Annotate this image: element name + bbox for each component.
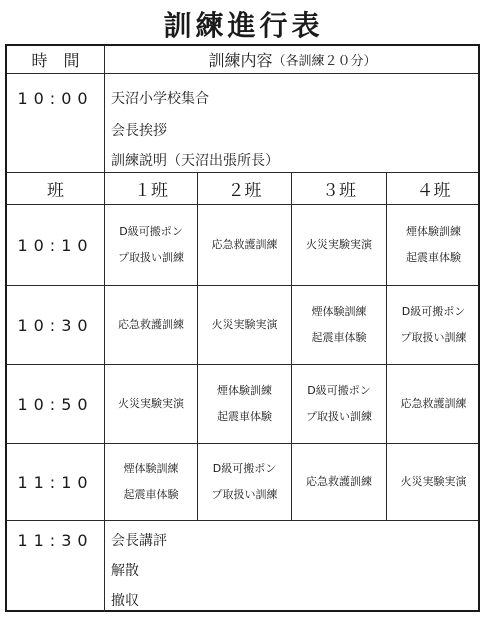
activity-line: 応急救護訓練 (118, 318, 184, 331)
closing-time: 11:30 (17, 530, 94, 550)
activity-line: 起震車体験 (123, 488, 179, 501)
closing-item-3: 撤収 (111, 593, 139, 609)
activity-line: 煙体験訓練 (406, 225, 461, 238)
divider (7, 172, 478, 173)
group-column-header: 班 (47, 181, 64, 201)
activity-line: 煙体験訓練 (217, 384, 272, 397)
activity-line: D級可搬ポン (119, 225, 183, 238)
activity-line: 応急救護訓練 (211, 238, 278, 251)
group-header-2: ２班 (227, 181, 262, 201)
opening-item-3: 訓練説明（天沼出張所長） (111, 153, 279, 169)
slot-time-1: 10:10 (17, 235, 94, 255)
activity-cell (387, 205, 480, 285)
schedule-table (5, 44, 480, 612)
activity-cell (105, 365, 197, 443)
activity-line: 煙体験訓練 (311, 305, 367, 318)
activity-line: 火災実験実演 (211, 318, 278, 331)
opening-item-2: 会長挨拶 (111, 123, 167, 139)
group-header-4: ４班 (416, 181, 451, 201)
opening-item-1: 天沼小学校集合 (111, 91, 209, 107)
slot-time-2: 10:30 (17, 315, 94, 335)
activity-cell (292, 286, 386, 364)
closing-item-2: 解散 (111, 563, 139, 579)
activity-line: 火災実験実演 (306, 238, 372, 251)
slot-time-4: 11:10 (17, 472, 94, 492)
activity-line: 応急救護訓練 (400, 397, 467, 410)
activity-line: 火災実験実演 (118, 397, 184, 410)
activity-line: D級可搬ポン (212, 462, 277, 475)
content-column-header (105, 46, 480, 73)
activity-cell (387, 444, 480, 520)
activity-line: プ取扱い訓練 (400, 331, 467, 344)
divider (291, 172, 292, 520)
group-header-3: ３班 (322, 181, 356, 201)
activity-line: 応急救護訓練 (306, 475, 372, 488)
activity-line: 起震車体験 (406, 251, 461, 264)
divider (386, 172, 387, 520)
activity-cell (105, 444, 197, 520)
activity-cell (387, 365, 480, 443)
activity-line: D級可搬ポン (307, 384, 371, 397)
divider (7, 204, 478, 205)
activity-cell (198, 286, 291, 364)
activity-cell (387, 286, 480, 364)
activity-line: 起震車体験 (217, 410, 272, 423)
activity-cell (292, 365, 386, 443)
group-header-1: １班 (134, 181, 168, 201)
activity-line: プ取扱い訓練 (211, 488, 278, 501)
content-header-label: 訓練内容 (208, 51, 273, 70)
activity-cell (292, 444, 386, 520)
activity-line: プ取扱い訓練 (306, 410, 372, 423)
closing-item-1: 会長講評 (111, 533, 167, 549)
content-header-note: （各訓練２０分） (272, 54, 377, 69)
divider (7, 364, 478, 365)
activity-cell (105, 205, 197, 285)
divider (7, 285, 478, 286)
activity-line: D級可搬ポン (401, 305, 466, 318)
divider (197, 172, 198, 520)
activity-line: 起震車体験 (311, 331, 367, 344)
activity-cell (105, 286, 197, 364)
activity-line: 火災実験実演 (400, 475, 467, 488)
page-title: 訓練進行表 (163, 9, 324, 42)
slot-time-3: 10:50 (17, 394, 94, 414)
divider (7, 73, 478, 74)
activity-cell (292, 205, 386, 285)
time-column-header: 時 間 (31, 51, 80, 70)
activity-cell (198, 444, 291, 520)
activity-line: プ取扱い訓練 (118, 251, 184, 264)
divider (7, 520, 478, 521)
divider (104, 46, 105, 612)
divider (7, 443, 478, 444)
activity-cell (198, 205, 291, 285)
activity-cell (198, 365, 291, 443)
activity-line: 煙体験訓練 (123, 462, 179, 475)
opening-time: 10:00 (17, 88, 94, 108)
